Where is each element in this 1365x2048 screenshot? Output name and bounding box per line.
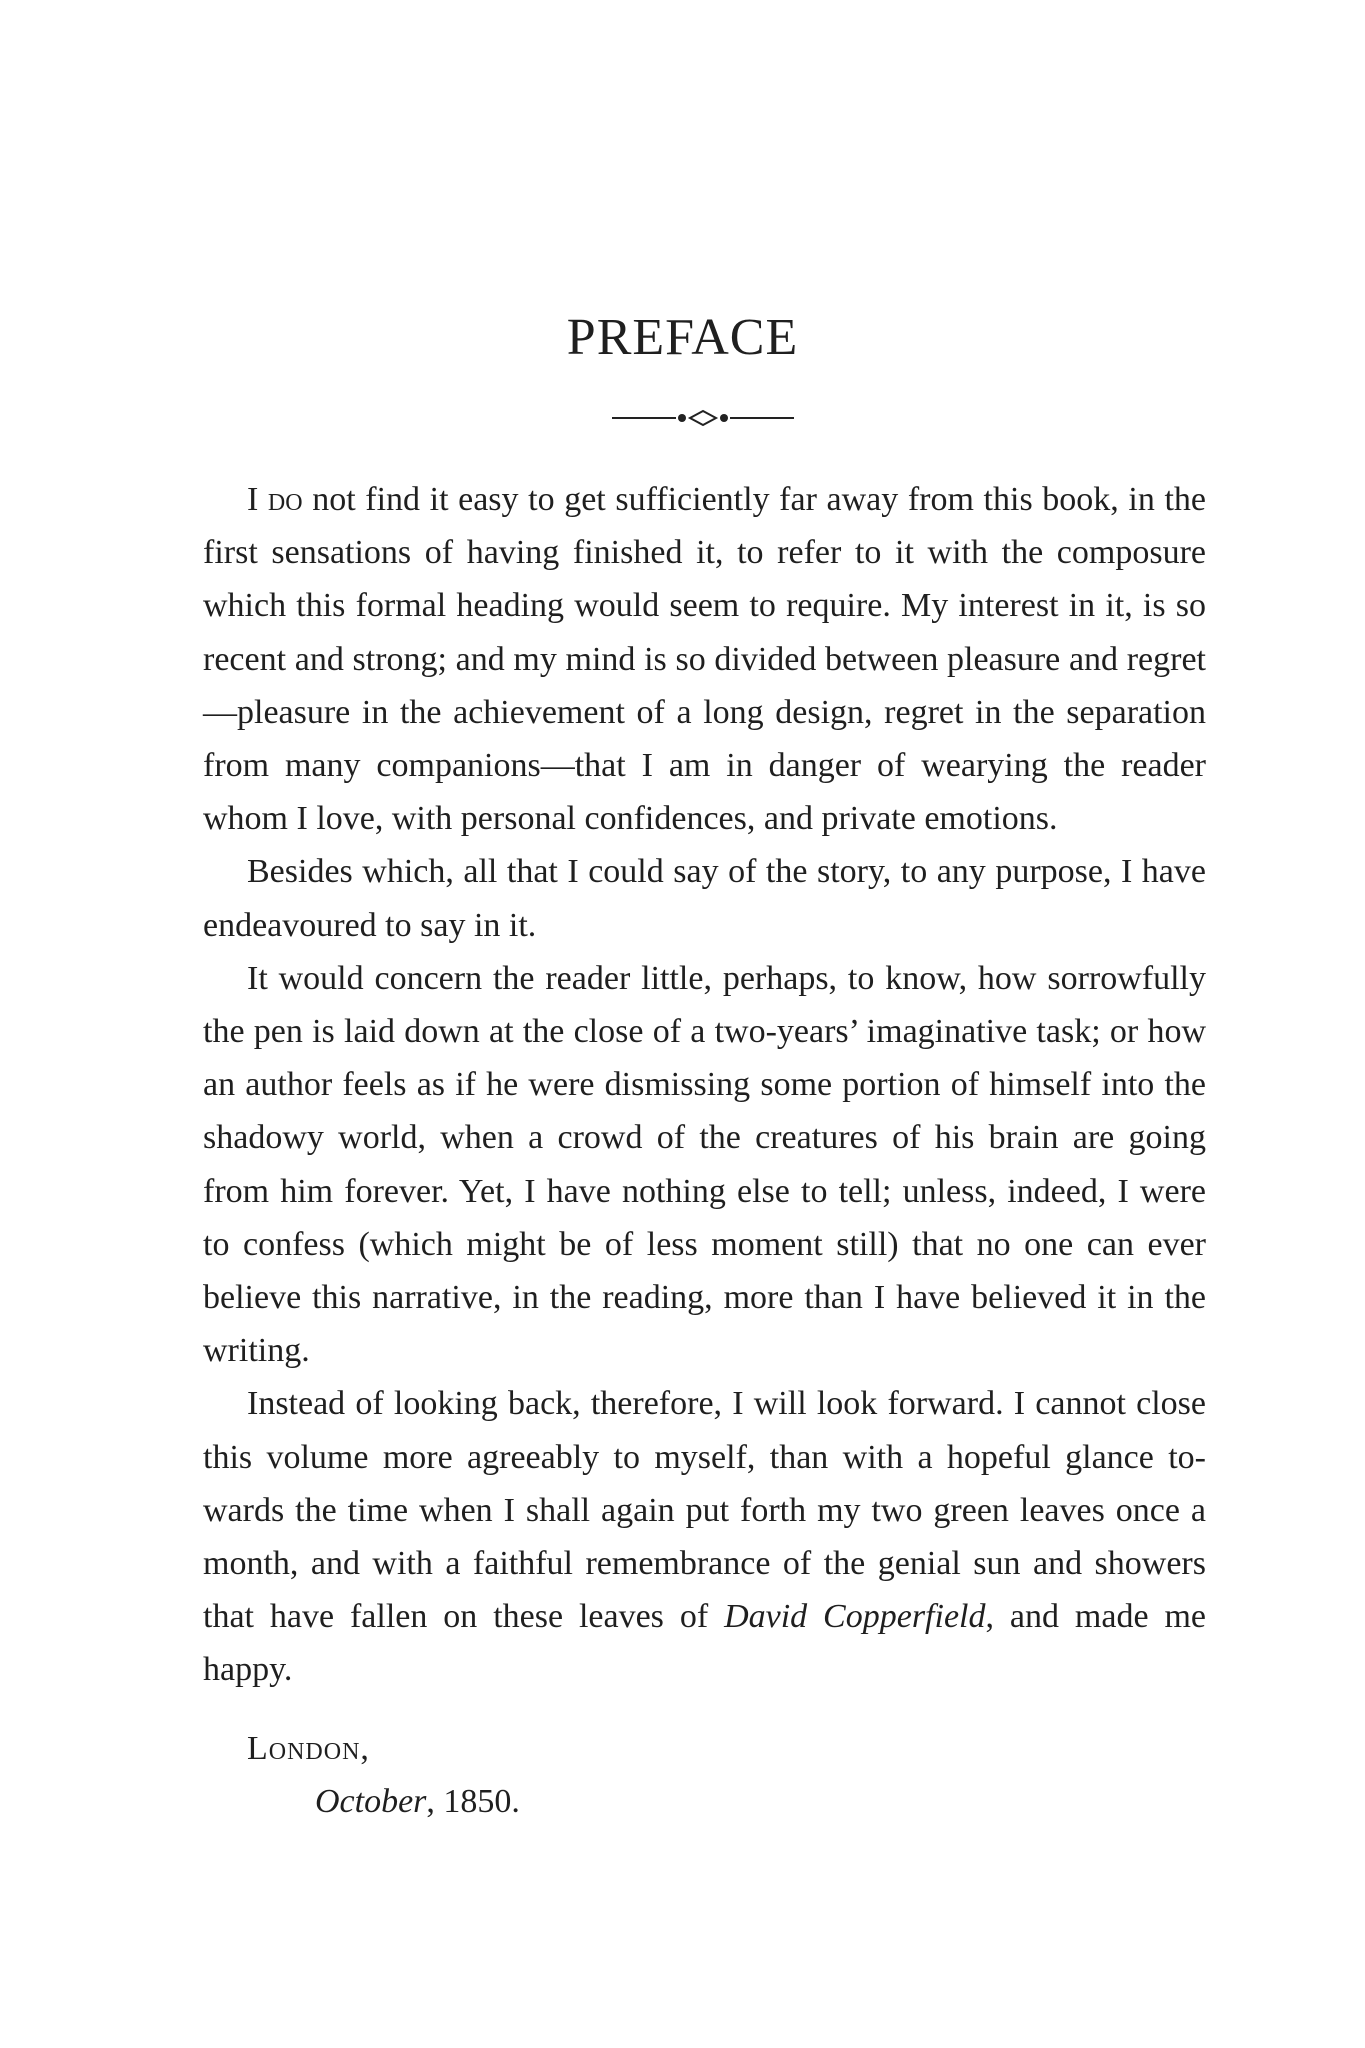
page-title: PREFACE [566,309,799,366]
paragraph-text: , and made me happy. [203,1598,1206,1689]
signoff-month: October [315,1783,427,1820]
paragraph [203,952,1206,1378]
paragraph-text: It would concern the reader little, perhaps, to know, how sorrowfully the pen is laid down at the close of a two-years’ imaginative task; or how an author feels as if he were dismissing some portion of himself into the shadowy world, when a crowd of the creatures of his brain are going from him forever. Yet, I have nothing else to tell; unless, indeed, I were to confess (which might be of less moment still) that no one can ever believe this narrative, in the reading, more than I have believed it in the writing. [203,959,1206,1370]
signoff-place: London, [247,1730,370,1767]
preface-body [203,473,1206,1697]
paragraph-lead-caps: I do [247,481,303,518]
signoff [247,1722,520,1828]
paragraph-text: Instead of looking back, therefore, I will look forward. I cannot close this volume more agreeably to myself, than with a hopeful glance towards the time when I shall again put forth my two green leaves once a month, and with a faithful remembrance of the genial sun and showers that have fallen on these leaves of [203,1385,1206,1636]
paragraph-text: not find it easy to get sufficiently far away from this book, in the first sensations of having finished it, to refer to it with the composure which this formal heading would seem to require. My interest in it, is so recent and strong; and my mind is so divided between pleasure and regret—pleasure in the achievement of a long design, regret in the separation from many companions—that I am in danger of wearying the reader whom I love, with personal confidences, and private emotions. [203,481,1206,838]
divider-ornament-icon [612,408,794,428]
paragraph [203,1377,1206,1696]
paragraph [203,473,1206,845]
book-title-italic: David Copperfield [724,1598,986,1636]
signoff-year: , 1850. [426,1783,520,1820]
paragraph-text: Besides which, all that I could say of the story, to any purpose, I have endeavoured to say in it. [203,853,1206,944]
signoff-date [247,1775,520,1828]
paragraph [203,845,1206,951]
